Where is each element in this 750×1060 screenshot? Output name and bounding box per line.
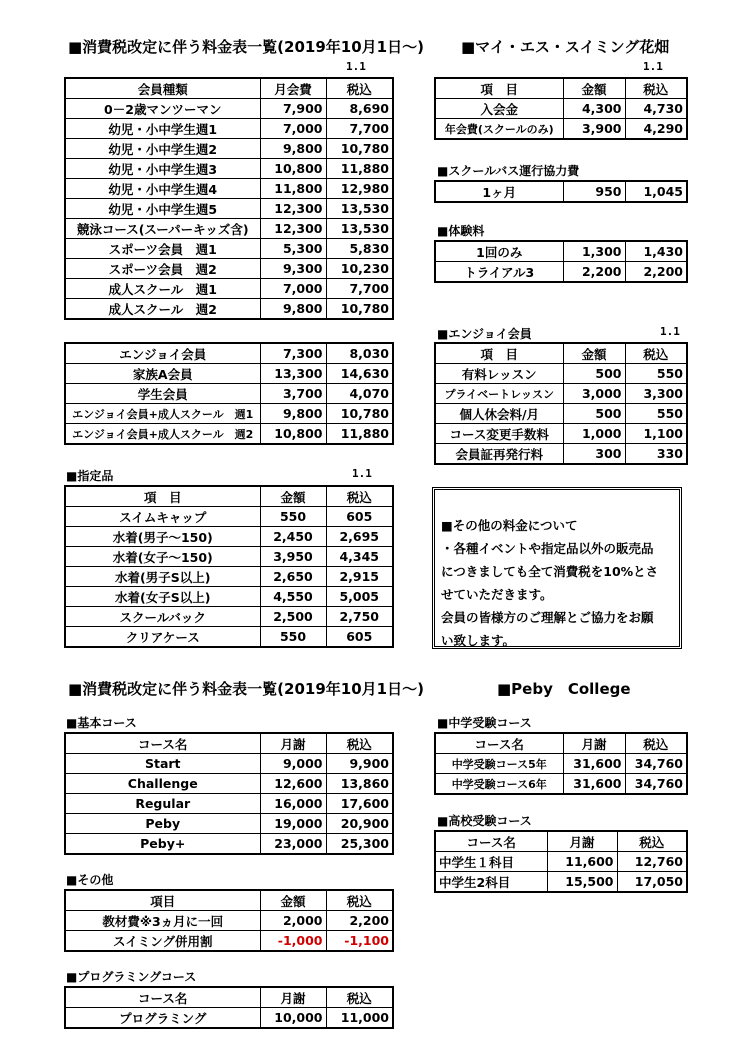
table-row	[65, 364, 393, 384]
price-with-tax: 14,630	[326, 364, 393, 384]
price-with-tax: 11,880	[326, 424, 393, 445]
table-row	[65, 239, 393, 259]
price-with-tax: 2,915	[326, 567, 393, 587]
enjoy-fee-table	[434, 342, 688, 465]
item-name: 幼児・小中学生週3	[65, 159, 260, 179]
tax-rate-label: 1.1	[346, 60, 366, 73]
price: 300	[563, 444, 625, 465]
table-row	[65, 547, 393, 567]
high-school-exam-table	[434, 830, 688, 893]
discount-price: -1,000	[260, 931, 326, 952]
notice-text: ・各種イベントや指定品以外の販売品	[441, 541, 654, 556]
tax-rate-label: 1.1	[660, 325, 680, 338]
price: 10,000	[260, 1008, 326, 1029]
price-with-tax: 1,045	[625, 181, 687, 202]
price-with-tax: 2,695	[326, 527, 393, 547]
table-row	[65, 259, 393, 279]
price-with-tax: 5,830	[326, 239, 393, 259]
column-header: 税込	[326, 890, 393, 911]
item-name: 水着(女子S以上)	[65, 587, 260, 607]
price: 9,800	[260, 139, 326, 159]
table-row	[65, 159, 393, 179]
price: 3,000	[563, 384, 625, 404]
table-row	[65, 834, 393, 855]
table-row	[435, 774, 687, 795]
price-with-tax: 7,700	[326, 119, 393, 139]
price: 7,300	[260, 343, 326, 364]
item-name: スイムキャップ	[65, 507, 260, 527]
table-header-row	[65, 987, 393, 1008]
programming-course-table	[64, 986, 394, 1029]
price: 2,200	[563, 262, 625, 283]
item-name: スポーツ会員 週1	[65, 239, 260, 259]
table-header-row	[435, 831, 687, 852]
price: 7,000	[260, 279, 326, 299]
price-with-tax: 1,100	[625, 424, 687, 444]
item-name: スイミング併用割	[65, 931, 260, 952]
item-name: 成人スクール 週2	[65, 299, 260, 320]
table-row	[65, 119, 393, 139]
price-with-tax: 5,005	[326, 587, 393, 607]
table-row	[435, 404, 687, 424]
table-row	[435, 119, 687, 140]
price: 23,000	[260, 834, 326, 855]
section-title: ■エンジョイ会員	[437, 327, 532, 341]
price: 7,900	[260, 99, 326, 119]
table-row	[65, 179, 393, 199]
section-title: ■その他	[66, 873, 114, 887]
item-name: 幼児・小中学生週4	[65, 179, 260, 199]
column-header: 月謝	[260, 987, 326, 1008]
section-title: ■中学受験コース	[437, 716, 532, 730]
table-row	[435, 384, 687, 404]
table-header-row	[65, 733, 393, 754]
item-name: 幼児・小中学生週1	[65, 119, 260, 139]
item-name: 教材費※3ヵ月に一回	[65, 911, 260, 931]
item-name: 年会費(スクールのみ)	[435, 119, 563, 140]
table-row	[65, 931, 393, 952]
price-with-tax: 11,000	[326, 1008, 393, 1029]
price: 31,600	[563, 754, 625, 774]
table-row	[65, 507, 393, 527]
section-title: ■体験料	[437, 224, 485, 238]
item-name: 1回のみ	[435, 241, 563, 262]
item-name: スクールバック	[65, 607, 260, 627]
table-header-row	[65, 78, 393, 99]
price-with-tax: 8,690	[326, 99, 393, 119]
item-name: 中学生１科目	[435, 852, 547, 872]
price: 2,650	[260, 567, 326, 587]
price-with-tax: 20,900	[326, 814, 393, 834]
price-with-tax: 550	[625, 404, 687, 424]
price: 19,000	[260, 814, 326, 834]
table-row	[435, 424, 687, 444]
item-name: 個人休会料/月	[435, 404, 563, 424]
item-name: Peby+	[65, 834, 260, 855]
other-fees-notice	[432, 487, 682, 649]
item-name: 中学受験コース6年	[435, 774, 563, 795]
price-with-tax: 2,200	[326, 911, 393, 931]
table-row	[65, 219, 393, 239]
item-name: スポーツ会員 週2	[65, 259, 260, 279]
price-with-tax: 10,780	[326, 139, 393, 159]
item-name: 競泳コース(スーパーキッズ含)	[65, 219, 260, 239]
item-name: 幼児・小中学生週5	[65, 199, 260, 219]
price: 9,300	[260, 259, 326, 279]
item-name: Challenge	[65, 774, 260, 794]
table-row	[65, 627, 393, 648]
column-header: 項 目	[435, 78, 563, 99]
price: 950	[563, 181, 625, 202]
table-header-row	[65, 890, 393, 911]
column-header: 金額	[260, 486, 326, 507]
table-row	[65, 199, 393, 219]
column-header: 税込	[326, 733, 393, 754]
school-name: ■Peby College	[497, 680, 631, 698]
item-name: 入会金	[435, 99, 563, 119]
price-with-tax: 17,600	[326, 794, 393, 814]
price-with-tax: 550	[625, 364, 687, 384]
price: 31,600	[563, 774, 625, 795]
item-name: 成人スクール 週1	[65, 279, 260, 299]
item-name: 学生会員	[65, 384, 260, 404]
bus-fee-table	[434, 180, 688, 203]
price: 12,600	[260, 774, 326, 794]
section-title: ■スクールバス運行協力費	[437, 164, 580, 178]
price-with-tax: 4,730	[625, 99, 687, 119]
table-row	[435, 872, 687, 893]
table-row	[65, 279, 393, 299]
price: 3,950	[260, 547, 326, 567]
price-with-tax: 605	[326, 507, 393, 527]
item-name: エンジョイ会員+成人スクール 週1	[65, 404, 260, 424]
table-row	[435, 241, 687, 262]
price: 11,600	[547, 852, 617, 872]
table-row	[65, 814, 393, 834]
price: 3,700	[260, 384, 326, 404]
price-with-tax: 4,345	[326, 547, 393, 567]
table-row	[65, 139, 393, 159]
item-name: エンジョイ会員	[65, 343, 260, 364]
price: 9,800	[260, 299, 326, 320]
section-title: ■高校受験コース	[437, 814, 532, 828]
column-header: 月謝	[563, 733, 625, 754]
discount-price-with-tax: -1,100	[326, 931, 393, 952]
trial-fee-table	[434, 240, 688, 283]
price: 16,000	[260, 794, 326, 814]
item-name: 幼児・小中学生週2	[65, 139, 260, 159]
tax-rate-label: 1.1	[352, 467, 372, 480]
column-header: 税込	[625, 78, 687, 99]
table-row	[65, 99, 393, 119]
column-header: コース名	[65, 987, 260, 1008]
item-name: 家族A会員	[65, 364, 260, 384]
price-with-tax: 10,230	[326, 259, 393, 279]
price: 10,800	[260, 159, 326, 179]
price-with-tax: 13,530	[326, 199, 393, 219]
table-row	[435, 181, 687, 202]
price: 9,800	[260, 404, 326, 424]
table-header-row	[435, 343, 687, 364]
price: 15,500	[547, 872, 617, 893]
price-with-tax: 2,750	[326, 607, 393, 627]
price-with-tax: 34,760	[625, 754, 687, 774]
table-row	[65, 607, 393, 627]
table-row	[65, 384, 393, 404]
school-name: ■マイ・エス・スイミング花畑	[461, 38, 670, 56]
junior-high-exam-table	[434, 732, 688, 795]
item-name: 水着(女子～150)	[65, 547, 260, 567]
column-header: 月会費	[260, 78, 326, 99]
price-with-tax: 330	[625, 444, 687, 465]
table-row	[65, 343, 393, 364]
price-with-tax: 13,860	[326, 774, 393, 794]
price: 550	[260, 627, 326, 648]
price-with-tax: 8,030	[326, 343, 393, 364]
price: 2,450	[260, 527, 326, 547]
column-header: 税込	[625, 343, 687, 364]
item-name: 1ヶ月	[435, 181, 563, 202]
section-title: ■プログラミングコース	[66, 970, 197, 984]
table-row	[435, 262, 687, 283]
table-header-row	[435, 733, 687, 754]
table-row	[435, 852, 687, 872]
price: 3,900	[563, 119, 625, 140]
item-name: Regular	[65, 794, 260, 814]
item-name: 水着(男子～150)	[65, 527, 260, 547]
column-header: コース名	[435, 831, 547, 852]
price-with-tax: 13,530	[326, 219, 393, 239]
notice-text: せていただきます。	[441, 587, 553, 602]
item-name: 水着(男子S以上)	[65, 567, 260, 587]
item-name: Peby	[65, 814, 260, 834]
table-row	[65, 567, 393, 587]
notice-text: い致します。	[441, 633, 516, 648]
column-header: 月謝	[547, 831, 617, 852]
table-row	[65, 527, 393, 547]
price: 10,800	[260, 424, 326, 445]
price-with-tax: 2,200	[625, 262, 687, 283]
price-with-tax: 3,300	[625, 384, 687, 404]
price: 4,300	[563, 99, 625, 119]
item-name: Start	[65, 754, 260, 774]
price: 12,300	[260, 199, 326, 219]
item-name: エンジョイ会員+成人スクール 週2	[65, 424, 260, 445]
price: 12,300	[260, 219, 326, 239]
item-name: プライベートレッスン	[435, 384, 563, 404]
column-header: 項 目	[435, 343, 563, 364]
table-row	[65, 911, 393, 931]
price-with-tax: 12,980	[326, 179, 393, 199]
column-header: 会員種類	[65, 78, 260, 99]
item-name: トライアル3	[435, 262, 563, 283]
price: 500	[563, 364, 625, 384]
column-header: 税込	[326, 486, 393, 507]
column-header: 金額	[563, 78, 625, 99]
page-title: ■消費税改定に伴う料金表一覧(2019年10月1日～)	[68, 38, 424, 56]
table-row	[435, 364, 687, 384]
price: 5,300	[260, 239, 326, 259]
table-row	[65, 754, 393, 774]
price-with-tax: 12,760	[617, 852, 687, 872]
table-row	[65, 1008, 393, 1029]
table-row	[65, 404, 393, 424]
section-title: ■基本コース	[66, 716, 137, 730]
price: 2,500	[260, 607, 326, 627]
table-row	[65, 299, 393, 320]
price-with-tax: 25,300	[326, 834, 393, 855]
item-name: 会員証再発行料	[435, 444, 563, 465]
item-name: プログラミング	[65, 1008, 260, 1029]
enjoy-membership-table	[64, 342, 394, 445]
price-with-tax: 34,760	[625, 774, 687, 795]
price: 1,000	[563, 424, 625, 444]
price-with-tax: 4,290	[625, 119, 687, 140]
price: 4,550	[260, 587, 326, 607]
column-header: 税込	[617, 831, 687, 852]
item-name: 0－2歳マンツーマン	[65, 99, 260, 119]
section-title: ■指定品	[66, 469, 114, 483]
column-header: コース名	[65, 733, 260, 754]
table-header-row	[65, 486, 393, 507]
table-header-row	[435, 78, 687, 99]
price: 2,000	[260, 911, 326, 931]
column-header: 金額	[563, 343, 625, 364]
price: 1,300	[563, 241, 625, 262]
table-row	[65, 587, 393, 607]
price-with-tax: 10,780	[326, 404, 393, 424]
table-row	[435, 754, 687, 774]
page-title: ■消費税改定に伴う料金表一覧(2019年10月1日～)	[68, 680, 424, 698]
price-with-tax: 11,880	[326, 159, 393, 179]
notice-text: 会員の皆様方のご理解とご協力をお願	[441, 610, 654, 625]
item-name: コース変更手数料	[435, 424, 563, 444]
table-row	[65, 774, 393, 794]
column-header: コース名	[435, 733, 563, 754]
notice-text: につきましても全て消費税を10%とさ	[441, 564, 659, 579]
price: 7,000	[260, 119, 326, 139]
column-header: 税込	[326, 78, 393, 99]
price-with-tax: 1,430	[625, 241, 687, 262]
table-row	[65, 424, 393, 445]
item-name: 中学受験コース5年	[435, 754, 563, 774]
price-with-tax: 17,050	[617, 872, 687, 893]
price-with-tax: 605	[326, 627, 393, 648]
tax-rate-label: 1.1	[643, 60, 663, 73]
price: 500	[563, 404, 625, 424]
column-header: 税込	[326, 987, 393, 1008]
column-header: 税込	[625, 733, 687, 754]
price-with-tax: 7,700	[326, 279, 393, 299]
price: 9,000	[260, 754, 326, 774]
price: 13,300	[260, 364, 326, 384]
table-row	[435, 444, 687, 465]
column-header: 金額	[260, 890, 326, 911]
basic-course-table	[64, 732, 394, 855]
price: 550	[260, 507, 326, 527]
price-with-tax: 9,900	[326, 754, 393, 774]
admission-fee-table	[434, 77, 688, 140]
table-row	[435, 99, 687, 119]
price-with-tax: 4,070	[326, 384, 393, 404]
other-fee-table	[64, 889, 394, 952]
item-name: クリアケース	[65, 627, 260, 648]
table-row	[65, 794, 393, 814]
designated-goods-table	[64, 485, 394, 648]
column-header: 月謝	[260, 733, 326, 754]
column-header: 項目	[65, 890, 260, 911]
membership-fee-table	[64, 77, 394, 320]
price-with-tax: 10,780	[326, 299, 393, 320]
price: 11,800	[260, 179, 326, 199]
item-name: 中学生2科目	[435, 872, 547, 893]
item-name: 有料レッスン	[435, 364, 563, 384]
column-header: 項 目	[65, 486, 260, 507]
notice-heading: ■その他の料金について	[441, 518, 578, 533]
